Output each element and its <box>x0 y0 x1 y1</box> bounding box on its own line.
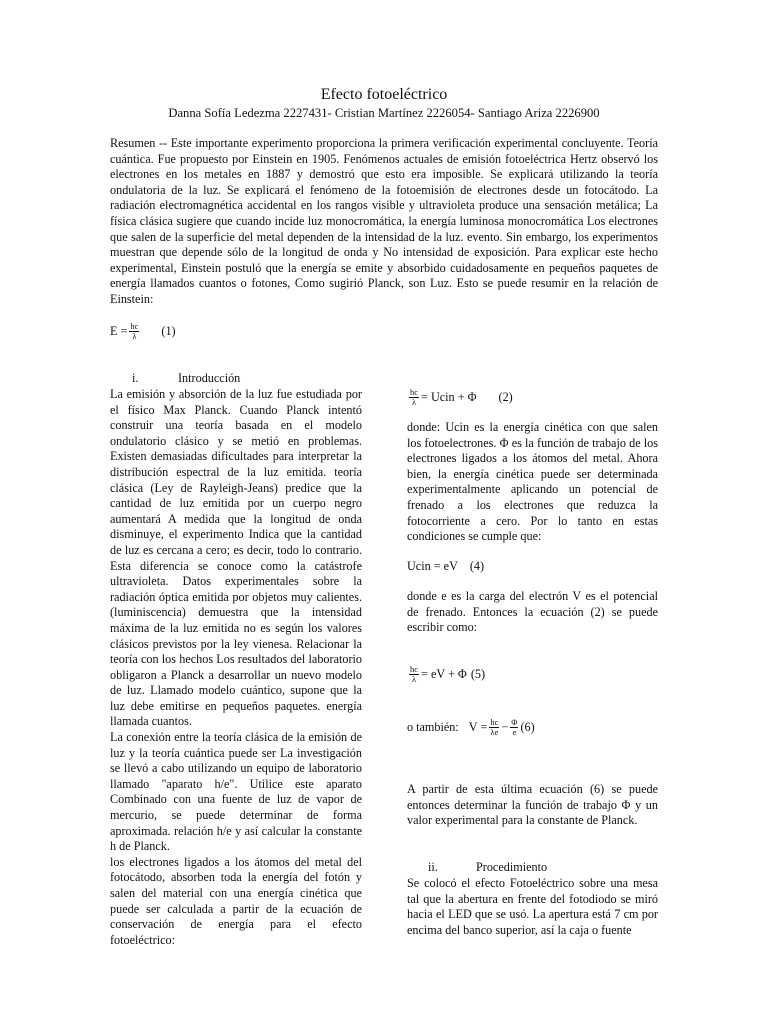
eq5-fraction <box>409 665 419 684</box>
eq5-label: (5) <box>470 667 486 681</box>
left-column <box>110 387 362 948</box>
eq6-numerator-2: Φ <box>511 717 518 727</box>
eq1-label: (1) <box>161 324 176 338</box>
eq1-numerator: hc <box>130 321 139 331</box>
eq2-numerator: hc <box>410 387 419 397</box>
eq6-prefix: o también: <box>407 720 459 734</box>
eq6-fraction-2 <box>510 718 518 737</box>
equation-2 <box>407 388 513 407</box>
eq5-rhs: = eV + Φ <box>421 667 467 681</box>
eq5-denominator: λ <box>411 674 417 684</box>
paper-title: Efecto fotoeléctrico <box>320 86 448 103</box>
eq1-lhs: E = <box>110 324 128 338</box>
equation-5 <box>407 665 485 684</box>
right-paragraph-4: Se colocó el efecto Fotoeléctrico sobre una mesa tal que la abertura en frente del fotodiodo se miró hacia el LED que se usó. La apertura está 7 cm por encima del banco superior, así la caja o fuente <box>407 876 658 937</box>
section-title: Procedimiento <box>476 860 548 874</box>
eq2-denominator: λ <box>411 397 417 407</box>
eq6-numerator-1: hc <box>490 717 499 727</box>
right-paragraph-2: donde e es la carga del electrón V es el potencial de frenado. Entonces la ecuación (2) se puede escribir como: <box>407 589 658 635</box>
intro-paragraph-2: La conexión entre la teoría clásica de la emisión de luz y la teoría cuántica puede ser La investigación se llevó a cabo utilizando un equipo de laboratorio llamado "aparato h/e". Utilice este aparato Combinado con una fuente de luz de vapor de mercurio, se puede determinar de forma aproximada. relación h/e y así calcular la constante h de Planck. <box>110 730 362 854</box>
eq2-label: (2) <box>498 390 513 404</box>
intro-paragraph-3: los electrones ligados a los átomos del metal del fotocátodo, absorben toda la energía del fotón y salen del material con una energía cinética que puede ser calculada a partir de la ecuación de conservación de energía para el efecto fotoeléctrico: <box>110 854 362 947</box>
abstract-paragraph: Resumen -- Este importante experimento proporciona la primera verificación experimental concluyente. Teoría cuántica. Fue propuesto por Einstein en 1905. Fenómenos actuales de emisión fotoeléctrica Hertz observó los electrones en los metales en 1887 y demostró que esto era imposible. Se explicará utilizando la teoría ondulatoria de la luz. Se explicará el fenómeno de la fotoemisión de electrones desde un fotocátodo. La radiación electromagnética accidental en los rangos visible y ultravioleta produce una sensación metálica; La física clásica sugiere que cuando incide luz monocromática, la energía luminosa monocromática Los electrones que salen de la superficie del metal dependen de la intensidad de la luz. evento. Sin embargo, los experimentos muestran que depende sólo de la longitud de onda y No intensidad de exposición. Para explicar este hecho experimental, Einstein postuló que la energía se emite y absorbido cuidadosamente en pequeños paquetes de energía llamados cuantos o fotones, Como sugirió Planck, son Luz. Esto se puede resumir en la relación de Einstein: <box>110 136 658 306</box>
eq6-fraction-1 <box>489 718 499 737</box>
eq2-fraction <box>409 388 419 407</box>
eq5-numerator: hc <box>410 664 419 674</box>
eq6-operator: − <box>501 720 509 734</box>
section-heading-introduccion <box>132 371 240 386</box>
authors-line: Danna Sofía Ledezma 2227431- Cristian Martínez 2226054- Santiago Ariza 2226900 <box>168 106 600 120</box>
eq6-denominator-2: e <box>512 727 517 737</box>
section-number: i. <box>132 371 139 385</box>
right-paragraph-3: A partir de esta última ecuación (6) se puede entonces determinar la función de trabajo Φ y un valor experimental para la constante de Planck. <box>407 782 658 828</box>
intro-paragraph-1: La emisión y absorción de la luz fue estudiada por el físico Max Planck. Cuando Planck intentó construir una teoría basada en el modelo ondulatorio clásico y se metió en problemas. Existen demasiadas dificultades para interpretar la distribución espectral de la luz emitida. teoría clásica (Ley de Rayleigh-Jeans) predice que la cantidad de luz emitida por un cuerpo negro aumentará A medida que la longitud de onda disminuye, el experimento Indica que la cantidad de luz es cercana a cero; es decir, todo lo contrario. Esta diferencia se conoce como la catástrofe ultravioleta. Datos experimentales sobre la radiación óptica emitida por objetos muy calientes. (luminiscencia) demuestra que la intensidad máxima de la luz emitida no es según los valores clásicos previstos por la ley vienesa. Relacionar la teoría con los hechos Los resultados del laboratorio obligaron a Planck a desarrollar un nuevo modelo de luz. Llamado modelo cuántico, supone que la luz debe emitirse en pequeños paquetes. energía llamada cuantos. <box>110 387 362 729</box>
eq6-lhs: V = <box>468 720 488 734</box>
eq1-denominator: λ <box>132 331 137 341</box>
eq1-fraction <box>129 322 139 341</box>
eq2-rhs: = Ucin + Φ <box>421 390 477 404</box>
section-title: Introducción <box>178 371 241 385</box>
equation-6 <box>407 718 535 737</box>
eq6-denominator-1: λe <box>490 727 499 737</box>
section-number: ii. <box>428 860 438 874</box>
section-heading-procedimiento <box>428 860 547 875</box>
right-paragraph-1: donde: Ucin es la energía cinética con que salen los fotoelectrones. Φ es la función de trabajo de los electrones ligados a los átomos del metal. Ahora bien, la energía cinética puede ser determinada experimentalmente aplicando un potencial de frenado a los electrones que reduzca la fotocorriente a cero. Por lo tanto en estas condiciones se cumple que: <box>407 420 658 544</box>
eq6-label: (6) <box>520 720 535 734</box>
eq4-text: Ucin = eV <box>407 559 458 573</box>
equation-1 <box>110 322 176 341</box>
eq4-label: (4) <box>469 559 485 573</box>
equation-4 <box>407 559 484 574</box>
